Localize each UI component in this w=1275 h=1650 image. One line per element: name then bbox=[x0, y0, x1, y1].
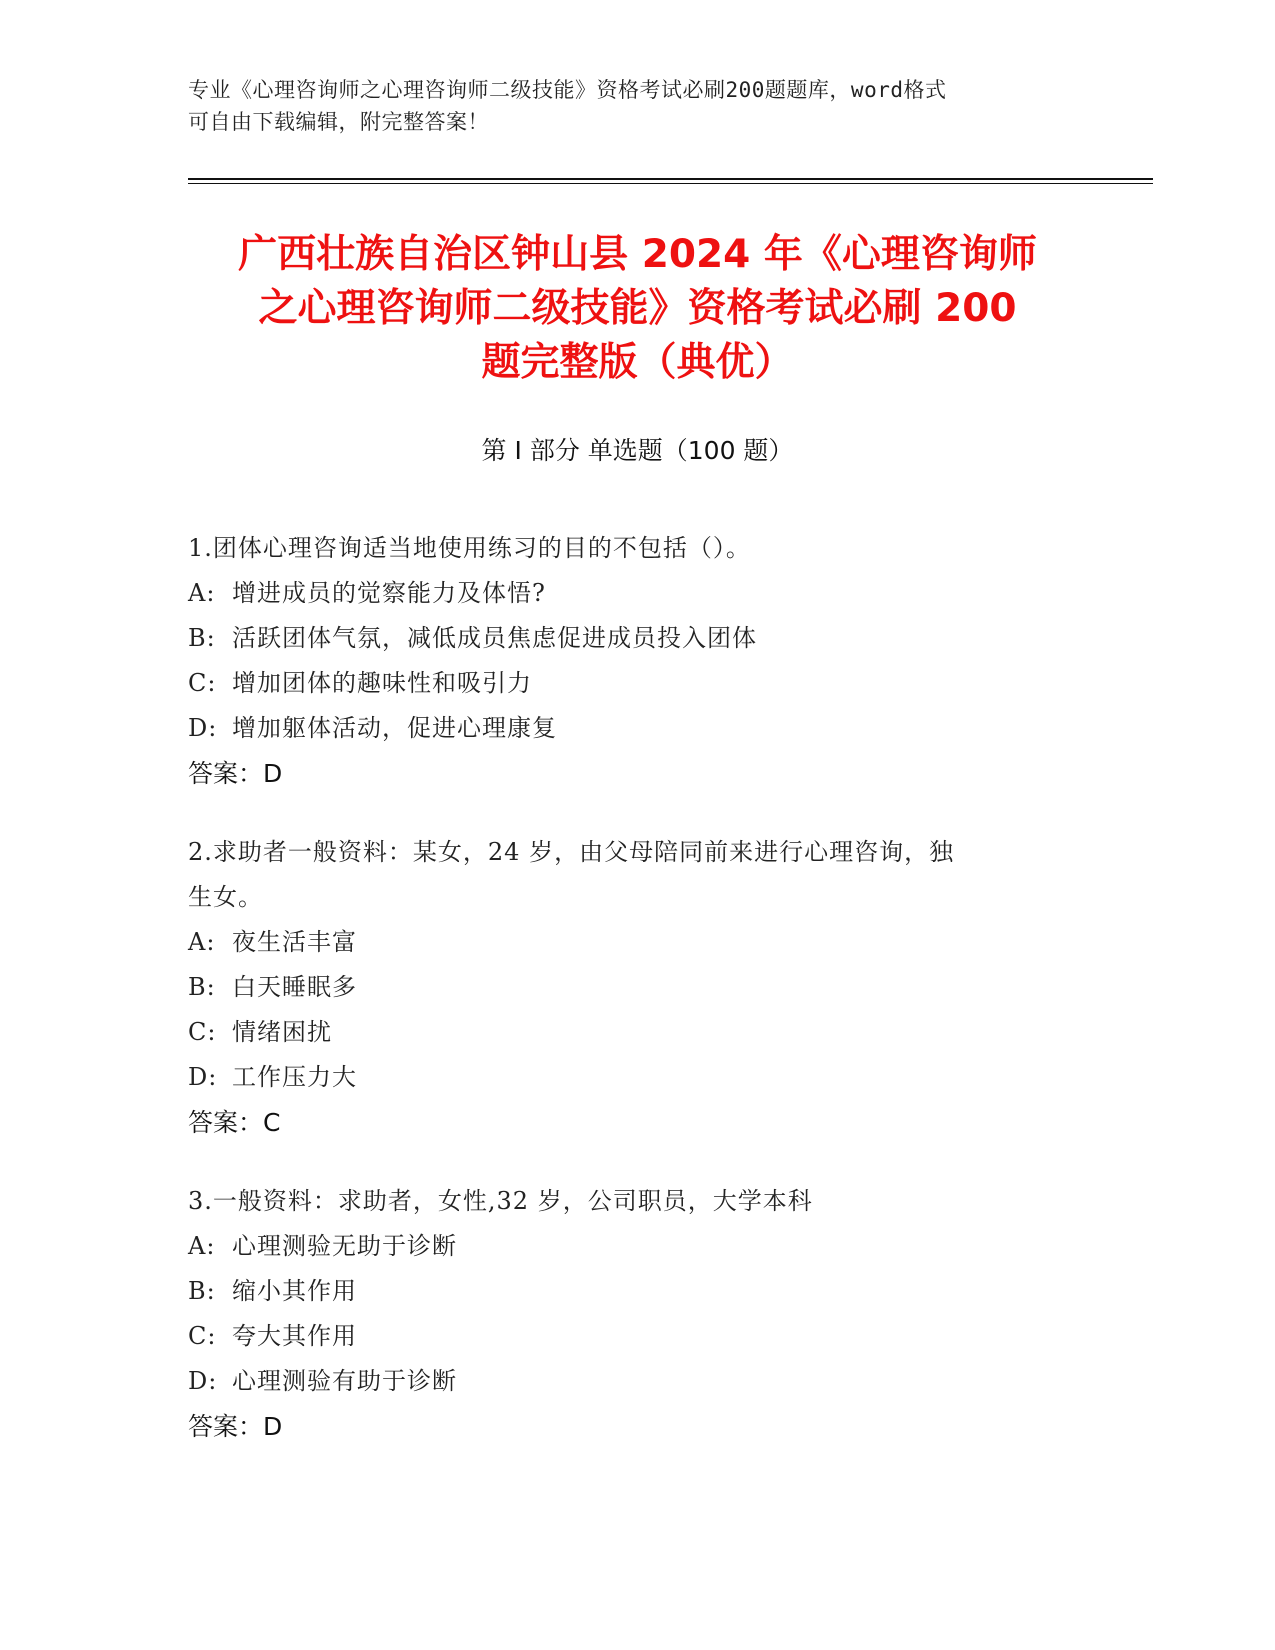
answer-label: 答案：C bbox=[188, 1108, 281, 1137]
option-c bbox=[188, 661, 1078, 706]
option-letter: D: bbox=[188, 714, 218, 742]
option-b bbox=[188, 1269, 1078, 1314]
header-divider-thin bbox=[188, 183, 1153, 184]
option-d bbox=[188, 706, 1078, 751]
option-text: 增进成员的觉察能力及体悟? bbox=[232, 579, 546, 607]
option-a bbox=[188, 920, 1078, 965]
header-note-line-2: 可自由下载编辑，附完整答案！ bbox=[188, 110, 489, 134]
option-text: 增加团体的趣味性和吸引力 bbox=[232, 669, 532, 697]
option-letter: D: bbox=[188, 1367, 218, 1395]
question-stem bbox=[188, 830, 1078, 920]
document-title bbox=[150, 228, 1125, 390]
option-letter: C: bbox=[188, 1322, 217, 1350]
option-text: 白天睡眠多 bbox=[232, 973, 357, 1001]
document-title-line-2: 之心理咨询师二级技能》资格考试必刷 200 bbox=[258, 286, 1017, 331]
option-text: 工作压力大 bbox=[232, 1063, 357, 1091]
option-a bbox=[188, 571, 1078, 616]
question-stem-line-1: 3.一般资料：求助者，女性,32 岁，公司职员，大学本科 bbox=[188, 1187, 813, 1215]
option-letter: B: bbox=[188, 1277, 216, 1305]
option-text: 心理测验无助于诊断 bbox=[232, 1232, 457, 1260]
option-letter: A: bbox=[188, 1232, 216, 1260]
question-3 bbox=[188, 1179, 1078, 1449]
option-a bbox=[188, 1224, 1078, 1269]
question-stem bbox=[188, 526, 1078, 571]
answer-label: 答案：D bbox=[188, 1412, 283, 1441]
option-d bbox=[188, 1055, 1078, 1100]
header-note-line-1: 专业《心理咨询师之心理咨询师二级技能》资格考试必刷200题题库，word格式 bbox=[188, 78, 947, 102]
option-letter: B: bbox=[188, 624, 216, 652]
question-stem-line-1: 1.团体心理咨询适当地使用练习的目的不包括（）。 bbox=[188, 534, 751, 562]
header-divider-thick bbox=[188, 178, 1153, 180]
option-text: 情绪困扰 bbox=[232, 1018, 332, 1046]
question-2 bbox=[188, 830, 1078, 1145]
option-letter: B: bbox=[188, 973, 216, 1001]
option-b bbox=[188, 965, 1078, 1010]
option-letter: C: bbox=[188, 1018, 217, 1046]
question-1 bbox=[188, 526, 1078, 796]
answer-label: 答案：D bbox=[188, 759, 283, 788]
option-text: 活跃团体气氛，减低成员焦虑促进成员投入团体 bbox=[232, 624, 757, 652]
question-stem-line-1: 2.求助者一般资料：某女，24 岁，由父母陪同前来进行心理咨询，独 bbox=[188, 838, 955, 866]
document-title-line-1: 广西壮族自治区钟山县 2024 年《心理咨询师 bbox=[238, 232, 1037, 277]
option-text: 夜生活丰富 bbox=[232, 928, 357, 956]
question-list bbox=[188, 526, 1078, 1483]
option-c bbox=[188, 1010, 1078, 1055]
section-heading: 第 I 部分 单选题（100 题） bbox=[481, 436, 794, 465]
option-text: 夸大其作用 bbox=[232, 1322, 357, 1350]
question-stem bbox=[188, 1179, 1078, 1224]
option-letter: A: bbox=[188, 928, 216, 956]
question-stem-line-2: 生女。 bbox=[188, 883, 263, 911]
option-text: 缩小其作用 bbox=[232, 1277, 357, 1305]
document-title-line-3: 题完整版（典优） bbox=[481, 340, 794, 385]
option-letter: C: bbox=[188, 669, 217, 697]
option-text: 心理测验有助于诊断 bbox=[232, 1367, 457, 1395]
option-letter: D: bbox=[188, 1063, 218, 1091]
option-letter: A: bbox=[188, 579, 216, 607]
header-note bbox=[188, 74, 1078, 138]
option-b bbox=[188, 616, 1078, 661]
option-d bbox=[188, 1359, 1078, 1404]
option-text: 增加躯体活动，促进心理康复 bbox=[232, 714, 557, 742]
option-c bbox=[188, 1314, 1078, 1359]
